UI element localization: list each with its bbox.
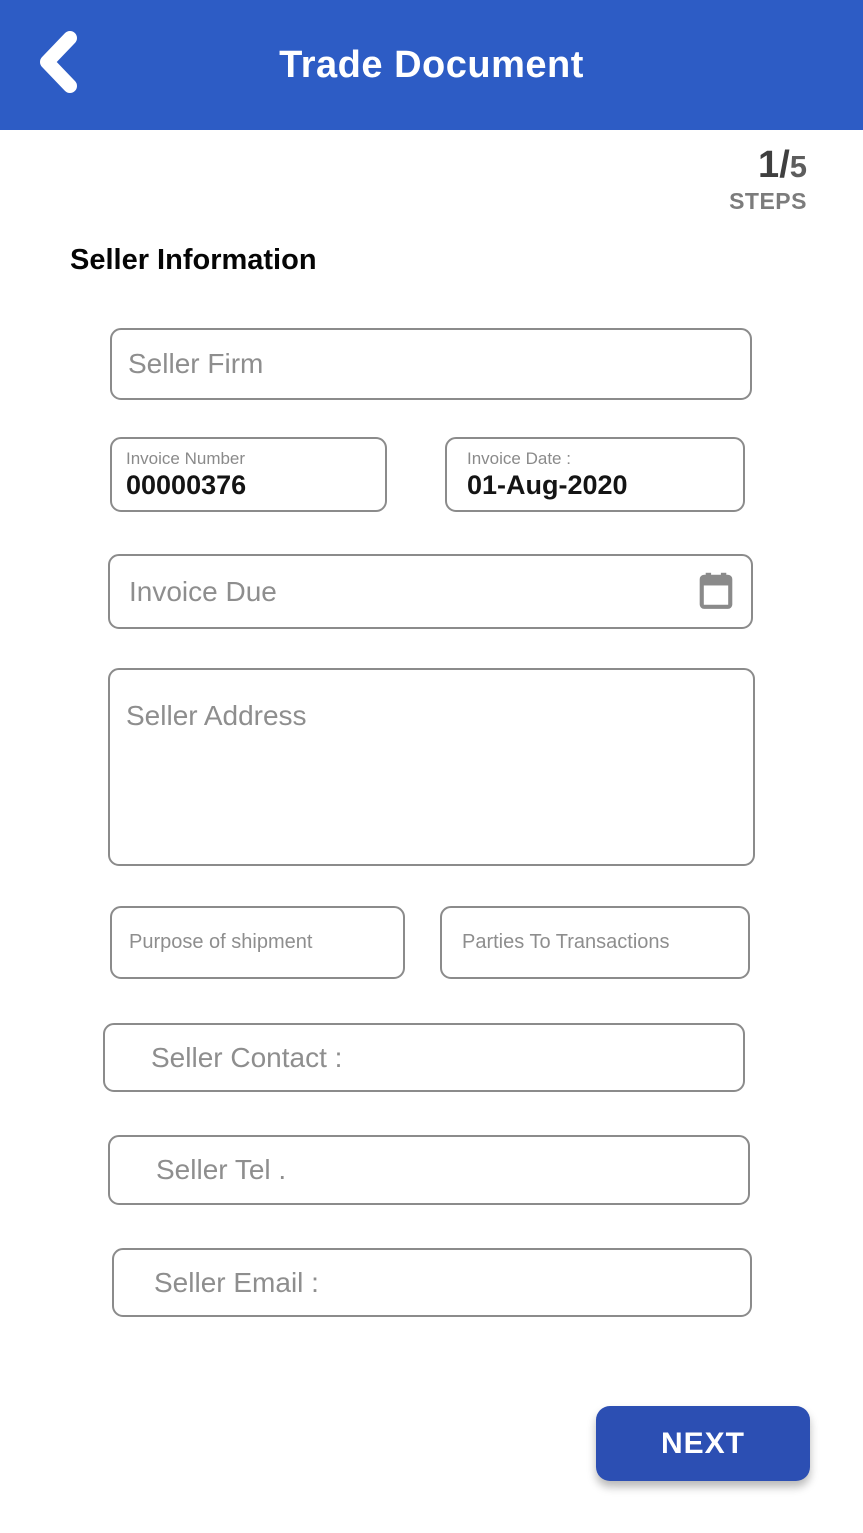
purpose-of-shipment-input[interactable] xyxy=(110,906,405,979)
seller-tel-input[interactable] xyxy=(108,1135,750,1205)
invoice-due-input[interactable] xyxy=(108,554,753,629)
invoice-number-input[interactable] xyxy=(126,469,375,501)
back-button[interactable] xyxy=(26,24,90,102)
parties-to-transactions-input[interactable] xyxy=(440,906,750,979)
seller-firm-input[interactable] xyxy=(110,328,752,400)
seller-contact-input[interactable] xyxy=(103,1023,745,1092)
invoice-date-label: Invoice Date : xyxy=(467,449,571,468)
next-button[interactable]: NEXT xyxy=(596,1406,810,1481)
step-indicator xyxy=(729,146,807,215)
step-fraction xyxy=(729,146,807,184)
calendar-icon[interactable] xyxy=(697,571,735,611)
invoice-date-input[interactable] xyxy=(467,469,733,501)
invoice-number-label: Invoice Number xyxy=(126,449,246,468)
invoice-date-field[interactable] xyxy=(445,437,745,512)
invoice-number-field[interactable] xyxy=(110,437,387,512)
seller-email-input[interactable] xyxy=(112,1248,752,1317)
seller-address-textarea[interactable] xyxy=(108,668,755,866)
step-current: 1 xyxy=(758,144,780,186)
section-title: Seller Information xyxy=(70,244,317,276)
chevron-left-icon xyxy=(34,29,82,98)
app-header xyxy=(0,0,863,130)
page-title: Trade Document xyxy=(279,43,584,86)
step-total: 5 xyxy=(789,149,807,184)
step-separator: / xyxy=(779,144,790,186)
steps-label: STEPS xyxy=(729,188,807,214)
